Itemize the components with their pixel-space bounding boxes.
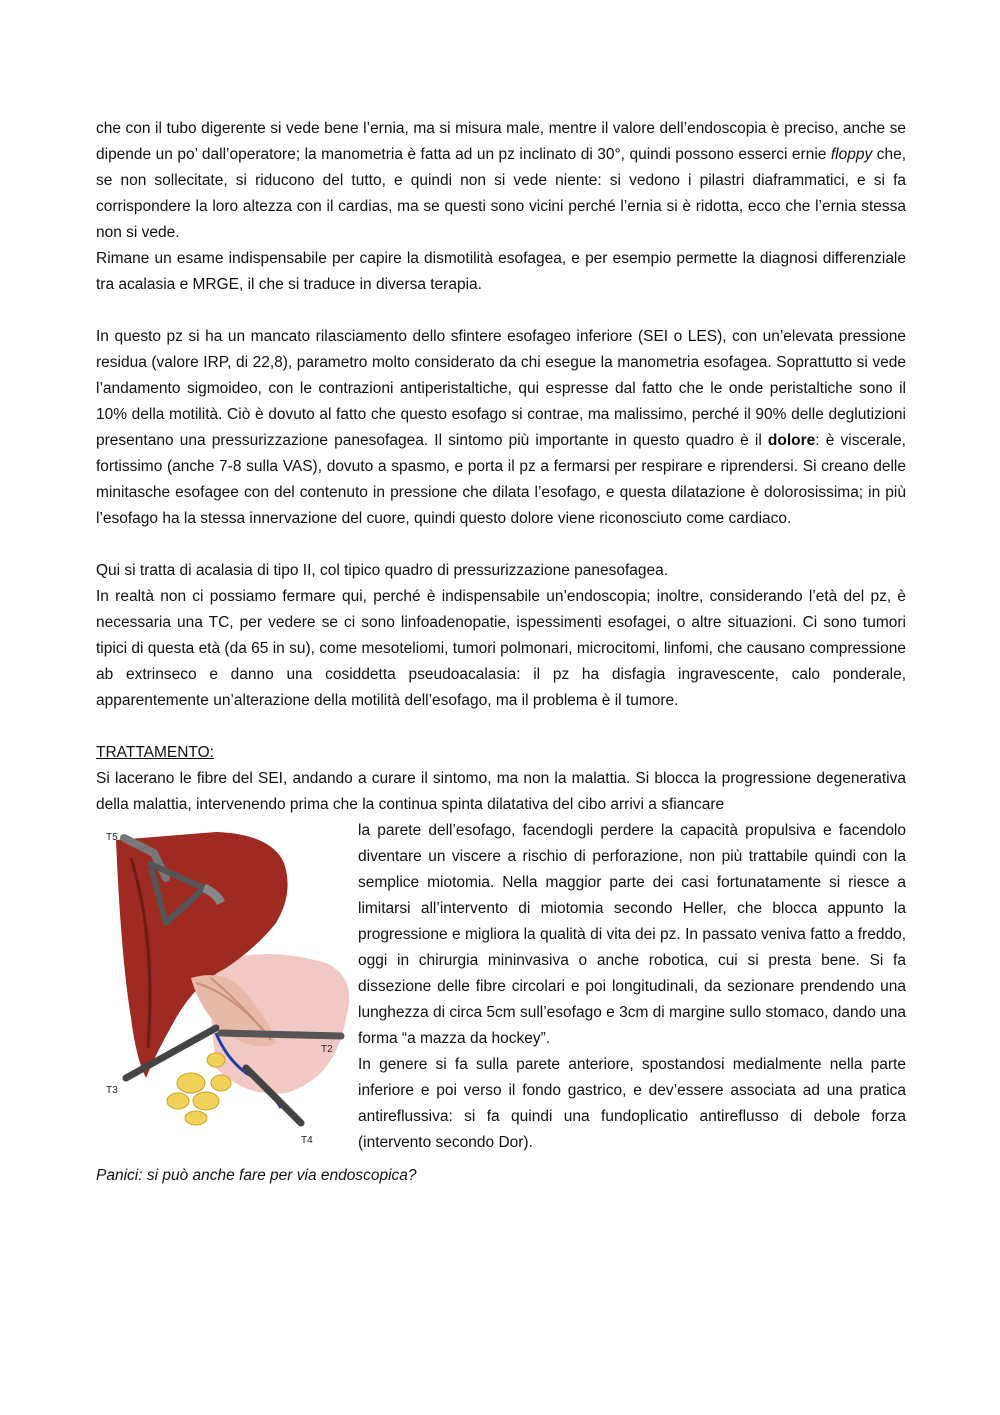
section-heading: TRATTAMENTO: [96,744,214,761]
label-t3: T3 [106,1085,118,1096]
paragraph-question: Panici: si può anche fare per via endoscopica? [96,1167,417,1184]
surgical-illustration [96,818,358,1163]
paragraph-type-ii: Qui si tratta di acalasia di tipo II, col tipico quadro di pressurizzazione panesofagea. [96,562,669,579]
paragraph-heller: la parete dell’esofago, facendogli perdere la capacità propulsiva e facendolo diventare un viscere a rischio di perforazione, non più trattabile quindi con la semplice miotomia. Nella maggior parte dei casi fortunatamente si riesce a limitarsi all’intervento di miotomia secondo Heller, che blocca appunto la progressione e migliora la qualità di vita dei pz. In passato veniva fatto a freddo, oggi in chirurgia mininvasiva o anche robotica, cui si presta bene. Si fa dissezione delle fibre circolari e poi longitudinali, da sezionare prendendo una lunghezza di circa 5cm sull’esofago e 3cm di margine sullo stomaco, dando una forma “a mazza da hockey”. [358,822,906,1047]
document-page [96,116,906,1189]
label-t4: T4 [301,1135,313,1146]
figure-wrap [96,818,906,1163]
paragraph-sphincter: In questo pz si ha un mancato rilasciamento dello sfintere esofageo inferiore (SEI o LES), con un’elevata pressione residua (valore IRP, di 22,8), parametro molto considerato da chi esegue la manometria esofagea. Soprattutto si vede l’andamento sigmoideo, con le contrazioni antiperistaltiche, qui espresse dal fatto che le onde peristaltiche sono il 10% della motilità. Ciò è dovuto al fatto che questo esofago si contrae, ma malissimo, perché il 90% delle deglutizioni presentano una pressurizzazione panesofagea. Il sintomo più importante in questo quadro è il dolore: è viscerale, fortissimo (anche 7-8 sulla VAS), dovuto a spasmo, e porta il pz a fermarsi per respirare e riprendersi. Si creano delle minitasche esofagee con del contenuto in pressione che dilata l’esofago, e questa dilatazione è dolorosissima; in più l’esofago ha la stessa innervazione del cuore, quindi questo dolore viene riconosciuto come cardiaco. [96,328,906,527]
paragraph-dor: In genere si fa sulla parete anteriore, spostandosi medialmente nella parte inferiore e poi verso il fondo gastrico, e dev’essere associata ad una pratica antireflussiva: si fa quindi una fundoplicatio antireflusso di debole forza (intervento secondo Dor). [358,1056,906,1151]
paragraph-hernia: che con il tubo digerente si vede bene l’ernia, ma si misura male, mentre il valore dell’endoscopia è preciso, anche se dipende un po’ dall’operatore; la manometria è fatta ad un pz inclinato di 30°, quindi possono esserci ernie floppy che, se non sollecitate, si riducono del tutto, e quindi non si vede niente: si vedono i pilastri diaframmatici, e si fa corrispondere la loro altezza con il cardias, ma se questi sono vicini perché l’ernia si è ridotta, ecco che l’ernia stessa non si vede. [96,120,906,241]
paragraph-endoscopy: In realtà non ci possiamo fermare qui, perché è indispensabile un’endoscopia; inoltre, considerando l’età del pz, è necessaria una TC, per vedere se ci sono linfoadenopatie, ispessimenti esofagei, o altre situazioni. Ci sono tumori tipici di questa età (da 65 in su), come mesoteliomi, tumori polmonari, microcitomi, linfomi, che causano compressione ab extrinseco e danno una cosiddetta pseudoacalasia: il pz ha disfagia ingravescente, calo ponderale, apparentemente un’alterazione della motilità dell’esofago, ma il problema è il tumore. [96,588,906,709]
pain-term: dolore [767,432,816,449]
floppy-term: floppy [830,146,873,163]
label-t2: T2 [321,1044,333,1055]
paragraph-treatment: Si lacerano le fibre del SEI, andando a curare il sintomo, ma non la malattia. Si blocca la progressione degenerativa della malattia, intervenendo prima che la continua spinta dilatativa del cibo arrivi a sfiancare [96,770,906,813]
paragraph-manometry: Rimane un esame indispensabile per capire la dismotilità esofagea, e per esempio permette la diagnosi differenziale tra acalasia e MRGE, il che si traduce in diversa terapia. [96,250,906,293]
label-t5: T5 [106,832,118,843]
